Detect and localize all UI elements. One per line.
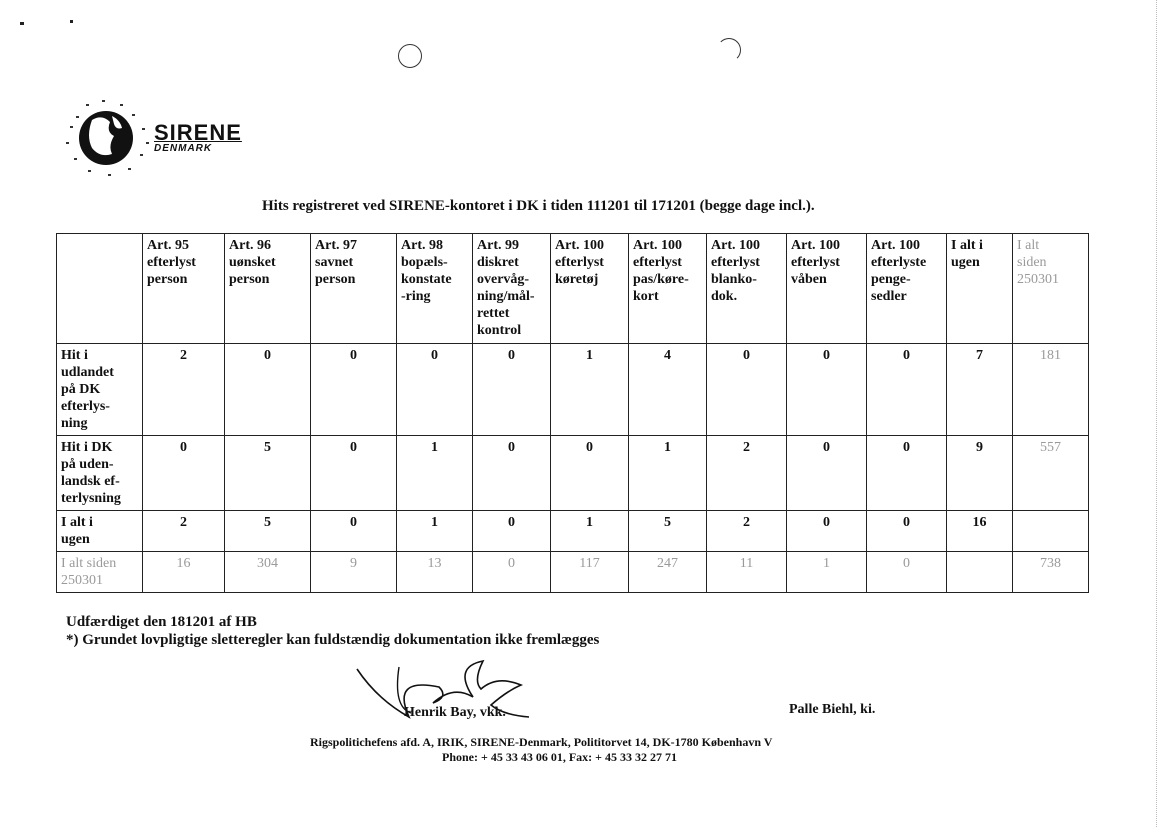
table-header-row bbox=[57, 234, 1089, 344]
table-cell: 117 bbox=[551, 552, 629, 593]
table-cell: 2 bbox=[143, 344, 225, 436]
table-cell: 2 bbox=[143, 511, 225, 552]
table-cell: 1 bbox=[397, 511, 473, 552]
column-header: Art. 99 diskret overvåg- ning/mål- rettet kontrol bbox=[473, 234, 551, 344]
logo-name: SIRENE bbox=[154, 120, 242, 145]
column-header: Art. 100 efterlyst pas/køre- kort bbox=[629, 234, 707, 344]
table-cell: 13 bbox=[397, 552, 473, 593]
scan-speck bbox=[70, 20, 73, 23]
column-header: Art. 100 efterlyst blanko- dok. bbox=[707, 234, 787, 344]
table-row bbox=[57, 344, 1089, 436]
column-header: Art. 97 savnet person bbox=[311, 234, 397, 344]
table-row bbox=[57, 436, 1089, 511]
column-header: Art. 98 bopæls- konstate -ring bbox=[397, 234, 473, 344]
table-cell: 4 bbox=[629, 344, 707, 436]
signature-left-name: Henrik Bay, vkk. bbox=[404, 705, 506, 720]
phone-line: Phone: + 45 33 43 06 01, Fax: + 45 33 32 27 71 bbox=[442, 750, 678, 764]
table-cell bbox=[947, 552, 1013, 593]
table-cell: 9 bbox=[947, 436, 1013, 511]
table-cell: 0 bbox=[867, 552, 947, 593]
row-label: I alt i ugen bbox=[57, 511, 143, 552]
table-cell: 304 bbox=[225, 552, 311, 593]
table-cell: 0 bbox=[397, 344, 473, 436]
table-cell: 0 bbox=[473, 344, 551, 436]
signature-right-name: Palle Biehl, ki. bbox=[789, 702, 876, 717]
table-cell: 0 bbox=[707, 344, 787, 436]
table-cell: 2 bbox=[707, 436, 787, 511]
header-corner-cell bbox=[57, 234, 143, 344]
table-cell: 1 bbox=[551, 344, 629, 436]
table-cell: 0 bbox=[473, 511, 551, 552]
address-line: Rigspolitichefens afd. A, IRIK, SIRENE-Denmark, Polititorvet 14, DK-1780 København V bbox=[310, 735, 773, 749]
table-cell: 0 bbox=[143, 436, 225, 511]
table-cell: 1 bbox=[787, 552, 867, 593]
table-cell: 0 bbox=[225, 344, 311, 436]
table-cell: 557 bbox=[1013, 436, 1089, 511]
table-cell: 1 bbox=[551, 511, 629, 552]
table-cell: 181 bbox=[1013, 344, 1089, 436]
table-cell: 2 bbox=[707, 511, 787, 552]
page-edge bbox=[1156, 0, 1163, 827]
hits-table bbox=[56, 233, 1089, 593]
table-cell bbox=[1013, 511, 1089, 552]
retention-note: *) Grundet lovpligtige sletteregler kan fuldstændig dokumentation ikke fremlægges bbox=[66, 632, 600, 648]
table-cell: 0 bbox=[787, 436, 867, 511]
column-header: Art. 95 efterlyst person bbox=[143, 234, 225, 344]
table-cell: 7 bbox=[947, 344, 1013, 436]
table-cell: 16 bbox=[143, 552, 225, 593]
punch-hole-right bbox=[717, 38, 741, 62]
table-cell: 9 bbox=[311, 552, 397, 593]
table-cell: 0 bbox=[311, 436, 397, 511]
row-label: Hit i udlandet på DK efterlys- ning bbox=[57, 344, 143, 436]
table-cell: 0 bbox=[473, 552, 551, 593]
table-cell: 0 bbox=[867, 344, 947, 436]
table-cell: 0 bbox=[867, 436, 947, 511]
table-row bbox=[57, 552, 1089, 593]
table-cell: 247 bbox=[629, 552, 707, 593]
row-label: I alt siden 250301 bbox=[57, 552, 143, 593]
table-cell: 11 bbox=[707, 552, 787, 593]
table-cell: 0 bbox=[311, 344, 397, 436]
column-header: Art. 100 efterlyst køretøj bbox=[551, 234, 629, 344]
table-cell: 0 bbox=[311, 511, 397, 552]
document-title: Hits registreret ved SIRENE-kontoret i DK i tiden 111201 til 171201 (begge dage incl.). bbox=[262, 198, 815, 214]
table-cell: 5 bbox=[629, 511, 707, 552]
table-cell: 0 bbox=[473, 436, 551, 511]
logo-wordmark bbox=[154, 122, 242, 154]
column-header: Art. 96 uønsket person bbox=[225, 234, 311, 344]
table-cell: 738 bbox=[1013, 552, 1089, 593]
table-row bbox=[57, 511, 1089, 552]
column-header: I alt siden 250301 bbox=[1013, 234, 1089, 344]
table-cell: 0 bbox=[551, 436, 629, 511]
column-header: Art. 100 efterlyste penge- sedler bbox=[867, 234, 947, 344]
table-cell: 5 bbox=[225, 436, 311, 511]
table-cell: 5 bbox=[225, 511, 311, 552]
column-header: I alt i ugen bbox=[947, 234, 1013, 344]
prepared-note: Udfærdiget den 181201 af HB bbox=[66, 614, 257, 630]
punch-hole-left bbox=[398, 44, 422, 68]
column-header: Art. 100 efterlyst våben bbox=[787, 234, 867, 344]
table-cell: 0 bbox=[867, 511, 947, 552]
row-label: Hit i DK på uden- landsk ef- terlysning bbox=[57, 436, 143, 511]
table-cell: 16 bbox=[947, 511, 1013, 552]
logo-subtitle: DENMARK bbox=[154, 143, 213, 154]
table-cell: 1 bbox=[629, 436, 707, 511]
table-cell: 1 bbox=[397, 436, 473, 511]
table-cell: 0 bbox=[787, 344, 867, 436]
scan-speck bbox=[20, 22, 24, 25]
table-cell: 0 bbox=[787, 511, 867, 552]
